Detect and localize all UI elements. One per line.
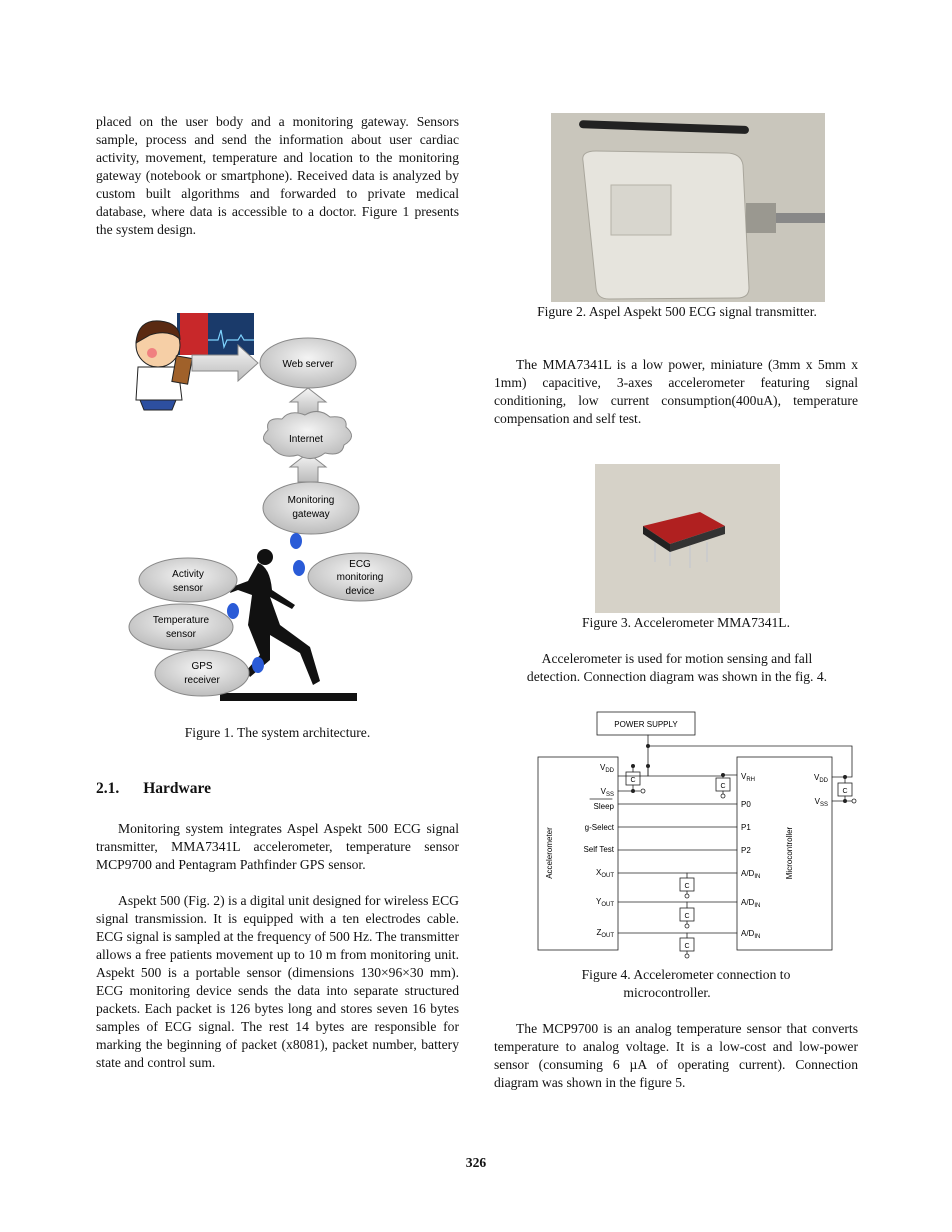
page-number: 326: [465, 1155, 487, 1170]
temperature-sensor-node: [129, 604, 233, 650]
hardware-paragraph-2: Aspekt 500 (Fig. 2) is a digital unit designed for wireless ECG signal transmission. It is equipped with a ten electrodes cable. ECG signal is sampled at the frequency of 500 Hz. The transmitter allows a free patients movement up to 10 m from monitoring unit. Aspekt 500 is a portable sensor (dimensions 130×96×30 mm). ECG monitoring device sends the data into separate structured packets. Each packet is 126 bytes long and stores seven 16 bytes samples of ECG signal. The rest 14 bytes are responsible for marking the beginning of packet (x8081), packet number, battery state and control sum.: [96, 893, 459, 1070]
temperature-sensor-paragraph: The MCP9700 is an analog temperature sensor that converts temperature to analog voltage. It is a low-cost and low-power sensor (consuming 6 µA of operating current). Connection diagram was shown in the figure 5.: [494, 1021, 858, 1090]
capacitor-label: C: [684, 883, 690, 890]
capacitor-label: C: [720, 783, 726, 790]
figure-4-caption-line-2: microcontroller.: [623, 985, 711, 1000]
xout-pin: $X_{OUT}$: [595, 868, 614, 879]
capacitor-label: C: [630, 777, 636, 784]
gps-label: GPS: [191, 661, 213, 672]
gateway-label: Monitoring: [287, 495, 335, 506]
activity-sensor-node: [139, 558, 237, 602]
ecg-label: ECG: [349, 559, 371, 570]
adin-pin: $A/D_{IN}$: [741, 869, 761, 880]
accelerometer-paragraph: The MMA7341L is a low power, miniature (3mm x 5mm x 1mm) capacitive, 3-axes accelerometer featuring signal conditioning, low current consumption(400uA), temperature compensation and self test.: [494, 357, 858, 426]
arrow-up-icon: [290, 388, 326, 415]
g-select-pin: g-Select: [584, 823, 614, 832]
ecg-label: monitoring: [336, 572, 384, 583]
bluetooth-icon: [290, 533, 302, 549]
power-supply-label: POWER SUPPLY: [614, 720, 678, 729]
microcontroller-label: Microcontroller: [785, 826, 794, 880]
section-heading: [96, 780, 459, 798]
capacitor-label: C: [842, 788, 848, 795]
web-server-label: Web server: [282, 359, 334, 370]
figure-4-caption-line-1: Figure 4. Accelerometer connection to: [581, 967, 791, 982]
figure-4-connection-diagram: [530, 705, 870, 960]
mcu-vss-pin: $V_{SS}$: [814, 797, 828, 808]
hardware-paragraph-1: Monitoring system integrates Aspel Aspekt 500 ECG signal transmitter, MMA7341L accelerometer, temperature sensor MCP9700 and Pentagram Pathfinder GPS sensor.: [96, 821, 459, 872]
gps-label: receiver: [184, 675, 220, 686]
self-test-pin: Self Test: [583, 845, 614, 854]
bluetooth-icon: [293, 560, 305, 576]
ecg-label: device: [345, 586, 375, 597]
accelerometer-label: Accelerometer: [545, 827, 554, 879]
figure-2-photo-transmitter: [551, 113, 825, 302]
figure-3-caption: Figure 3. Accelerometer MMA7341L.: [581, 615, 790, 630]
p2-pin: P2: [741, 846, 751, 855]
temperature-label: sensor: [165, 629, 197, 640]
section-title: Hardware: [143, 780, 211, 797]
mcu-vdd-pin: $V_{DD}$: [813, 773, 828, 784]
temperature-label: Temperature: [152, 615, 210, 626]
adin-pin: $A/D_{IN}$: [741, 929, 761, 940]
monitoring-gateway-node: [263, 482, 359, 534]
internet-label: Internet: [289, 434, 323, 445]
figure-3-photo-accelerometer: [595, 464, 780, 613]
capacitor-label: C: [684, 913, 690, 920]
gateway-label: gateway: [292, 509, 330, 520]
bluetooth-icon: [227, 603, 239, 619]
figure-1-caption: Figure 1. The system architecture.: [184, 725, 371, 740]
gps-receiver-node: [155, 650, 249, 696]
section-number: 2.1.: [96, 780, 120, 797]
zout-pin: $Z_{OUT}$: [596, 928, 614, 939]
activity-label: Activity: [172, 569, 204, 580]
vss-pin: $V_{SS}$: [600, 787, 614, 798]
p0-pin: P0: [741, 800, 751, 809]
activity-label: sensor: [172, 583, 204, 594]
vdd-pin: $V_{DD}$: [599, 763, 614, 774]
intro-paragraph: placed on the user body and a monitoring gateway. Sensors sample, process and send the information about user cardiac activity, movement, temperature and location to the monitoring gateway (notebook or smartphone). Received data is analyzed by custom built algorithms and forwarded to private medical database, where data is accessible to a doctor. Figure 1 presents the system design.: [96, 114, 459, 237]
adin-pin: $A/D_{IN}$: [741, 898, 761, 909]
sleep-pin: Sleep: [593, 802, 614, 811]
bluetooth-icon: [252, 657, 264, 673]
yout-pin: $Y_{OUT}$: [595, 897, 614, 908]
figure-1-system-architecture: [120, 305, 384, 705]
p1-pin: P1: [741, 823, 751, 832]
fall-detection-line-1: Accelerometer is used for motion sensing and fall: [541, 651, 813, 666]
capacitor-label: C: [684, 943, 690, 950]
fall-detection-line-2: detection. Connection diagram was shown in the fig. 4.: [526, 669, 828, 684]
vrh-pin: $V_{RH}$: [741, 772, 756, 783]
figure-2-caption: Figure 2. Aspel Aspekt 500 ECG signal transmitter.: [537, 304, 817, 319]
